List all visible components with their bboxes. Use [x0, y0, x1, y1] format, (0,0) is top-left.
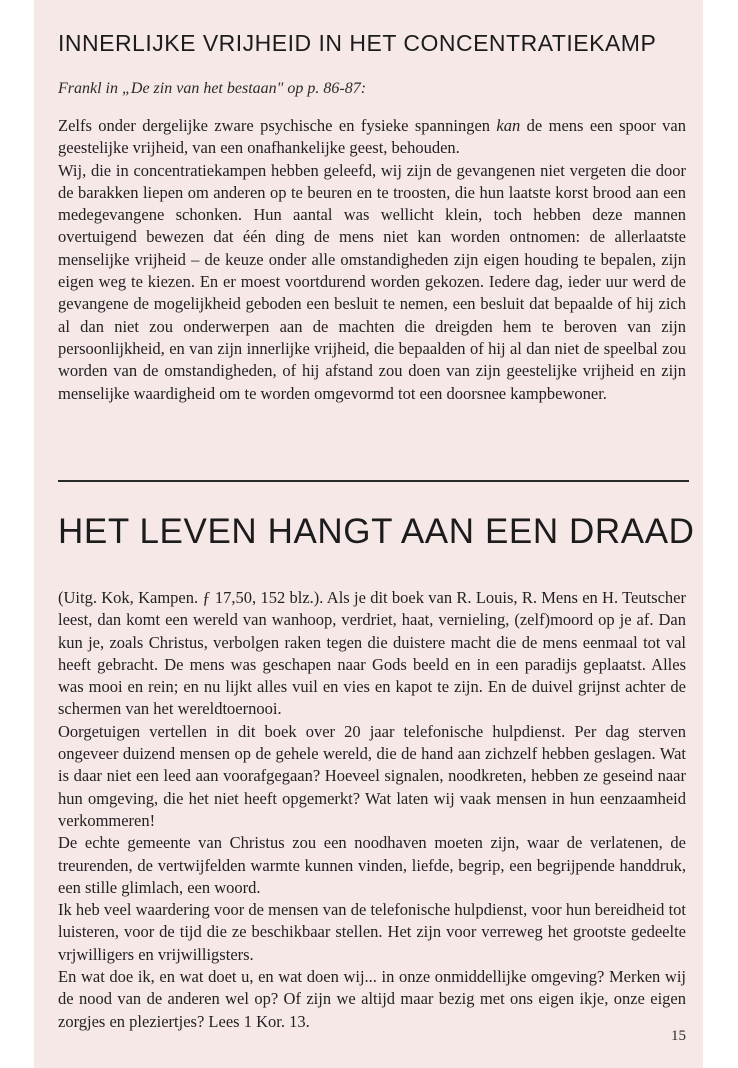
section2-paragraph-2: Oorgetuigen vertellen in dit boek over 20 jaar telefonische hulpdienst. Per dag sterven ongeveer duizend mensen op de gehele wereld, die de hand aan zichzelf hebben geslagen. Wat is daar niet een leed aan voorafgegaan? Hoeveel signalen, noodkreten, hebben ze geseind naar hun omgeving, die het niet heeft opgemerkt? Wat laten wij vaak mensen in hun eenzaamheid verkommeren! — [58, 721, 686, 830]
section2-heading: HET LEVEN HANGT AAN EEN DRAAD — [58, 512, 695, 551]
section1-heading: INNERLIJKE VRIJHEID IN HET CONCENTRATIEKAMP — [58, 30, 657, 56]
section-divider — [58, 480, 689, 482]
section1-paragraph-2: Wij, die in concentratiekampen hebben geleefd, wij zijn de gevangenen niet vergeten die door de barakken liepen om anderen op te beuren en te troosten, die hun laatste korst brood aan een medegevangene schonken. Hun aantal was wellicht klein, toch hebben deze mannen overtuigend bewezen dat één ding de mens niet kan worden ontnomen: de allerlaatste menselijke vrijheid – de keuze onder alle omstandigheden zijn eigen houding te bepalen, zijn eigen weg te kiezen. En er moest voortdurend worden gekozen. Iedere dag, ieder uur werd de gevangene de mogelijkheid geboden een besluit te nemen, een besluit dat bepaalde of hij zich al dan niet zou onderwerpen aan de machten die dreigden hem te beroven van zijn persoonlijkheid, en van zijn innerlijke vrijheid, die bepaalden of hij al dan niet de speelbal zou worden van de omstandigheden, of hij afstand zou doen van zijn geestelijke vrijheid en zijn menselijke waardigheid om te worden omgevormd tot een doorsnee kampbewoner. — [58, 160, 686, 403]
section1-paragraph-1 — [58, 115, 686, 160]
section2-paragraph-4: Ik heb veel waardering voor de mensen van de telefonische hulpdienst, voor hun bereidheid tot luisteren, voor de tijd die ze beschikbaar stellen. Het zijn voor verreweg het grootste gedeelte vrjwilligers en vrijwilligsters. — [58, 900, 686, 964]
section2-paragraph-5: En wat doe ik, en wat doet u, en wat doen wij... in onze onmiddellijke omgeving? Merken wij de nood van de anderen wel op? Of zijn we altijd maar bezig met ons eigen ikje, onze eigen zorgjes en pleziertjes? Lees 1 Kor. 13. — [58, 967, 686, 1031]
section1-body — [58, 115, 686, 405]
section2-body — [58, 587, 686, 1033]
section1-p1-before: Zelfs onder dergelijke zware psychische en fysieke spanningen — [58, 116, 497, 135]
section2-paragraph-3: De echte gemeente van Christus zou een noodhaven moeten zijn, waar de verlatenen, de treurenden, de vertwijfelden warmte kunnen vinden, liefde, begrip, een begrijpende handdruk, een stille glimlach, een woord. — [58, 833, 686, 897]
section1-p1-emphasis: kan — [496, 116, 521, 135]
section1-p1-after: de mens een spoor van geestelijke vrijheid, van een onafhankelijke geest, behouden. — [58, 116, 686, 158]
section2-paragraph-1: (Uitg. Kok, Kampen. ƒ 17,50, 152 blz.). Als je dit boek van R. Louis, R. Mens en H. Teutscher leest, dan komt een wereld van wanhoop, verdriet, haat, vernieling, (zelf)moord op je af. Dan kun je, zoals Christus, verbolgen raken tegen die duistere macht die de mens eenmaal tot val heeft gebracht. De mens was geschapen naar Gods beeld en in een paradijs geplaatst. Alles was mooi en rein; en nu lijkt alles vuil en vies en kapot te zijn. En de duivel grijnst achter de schermen van het wereldtoernooi. — [58, 588, 686, 719]
page-number: 15 — [671, 1028, 686, 1044]
page — [34, 0, 703, 1068]
section1-citation: Frankl in „De zin van het bestaan" op p. 86-87: — [58, 80, 367, 97]
